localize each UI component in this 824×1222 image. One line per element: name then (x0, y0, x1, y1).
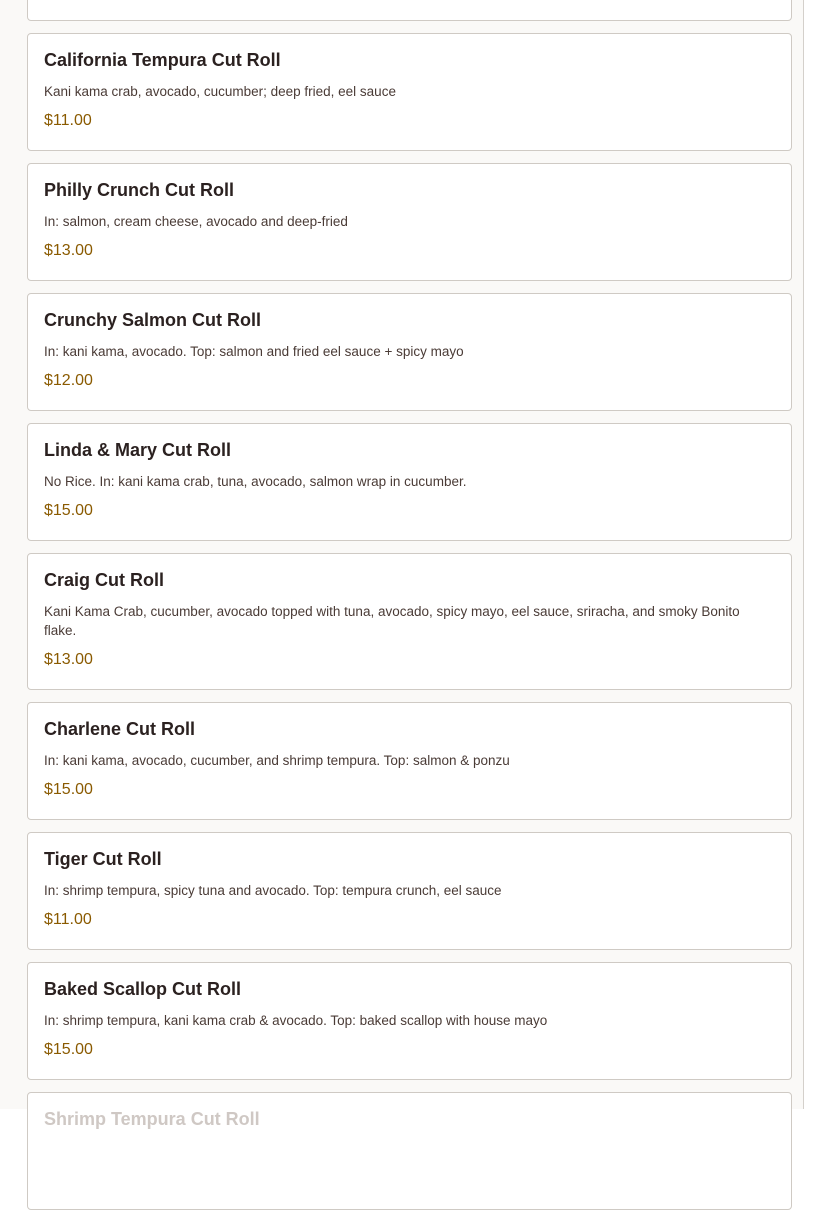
menu-item-price: $12.00 (44, 372, 93, 389)
menu-item-card[interactable] (27, 1092, 792, 1210)
menu-item-name: Crunchy Salmon Cut Roll (44, 310, 262, 330)
menu-item-list (27, 0, 792, 1222)
menu-item-price: $15.00 (44, 502, 93, 519)
menu-item-card[interactable] (27, 163, 792, 281)
menu-item-card[interactable] (27, 832, 792, 950)
menu-item-card[interactable] (27, 293, 792, 411)
menu-item-description: No Rice. In: kani kama crab, tuna, avocado, salmon wrap in cucumber. (44, 474, 467, 489)
menu-item-description: In: salmon, cream cheese, avocado and deep-fried (44, 214, 348, 229)
menu-item-price (44, 1141, 775, 1159)
menu-item-price: $15.00 (44, 781, 93, 798)
menu-item-card[interactable] (27, 702, 792, 820)
menu-item-description: Kani kama crab, avocado, cucumber; deep fried, eel sauce (44, 84, 396, 99)
menu-item-name: Shrimp Tempura Cut Roll (44, 1109, 260, 1129)
menu-item-name: Charlene Cut Roll (44, 719, 196, 739)
menu-item-price: $13.00 (44, 651, 93, 668)
menu-item-name: Linda & Mary Cut Roll (44, 440, 232, 460)
menu-item-description: In: shrimp tempura, kani kama crab & avocado. Top: baked scallop with house mayo (44, 1013, 548, 1028)
menu-item-card[interactable] (27, 0, 792, 21)
menu-item-name: Tiger Cut Roll (44, 849, 162, 869)
menu-item-description: In: shrimp tempura, spicy tuna and avocado. Top: tempura crunch, eel sauce (44, 883, 502, 898)
menu-item-name: Craig Cut Roll (44, 570, 164, 590)
menu-item-description: In: kani kama, avocado, cucumber, and shrimp tempura. Top: salmon & ponzu (44, 753, 510, 768)
menu-item-card[interactable] (27, 553, 792, 690)
menu-item-price: $11.00 (44, 112, 92, 129)
menu-item-card[interactable] (27, 962, 792, 1080)
menu-item-card[interactable] (27, 33, 792, 151)
menu-item-price: $15.00 (44, 1041, 93, 1058)
menu-item-description: Kani Kama Crab, cucumber, avocado topped with tuna, avocado, spicy mayo, eel sauce, sriracha, and smoky Bonito flake. (44, 604, 740, 638)
menu-item-description: In: kani kama, avocado. Top: salmon and fried eel sauce + spicy mayo (44, 344, 464, 359)
menu-item-name: Baked Scallop Cut Roll (44, 979, 242, 999)
menu-item-price: $11.00 (44, 911, 92, 928)
menu-item-card[interactable] (27, 423, 792, 541)
menu-item-name: California Tempura Cut Roll (44, 50, 281, 70)
menu-item-price: $13.00 (44, 242, 93, 259)
menu-item-name: Philly Crunch Cut Roll (44, 180, 235, 200)
